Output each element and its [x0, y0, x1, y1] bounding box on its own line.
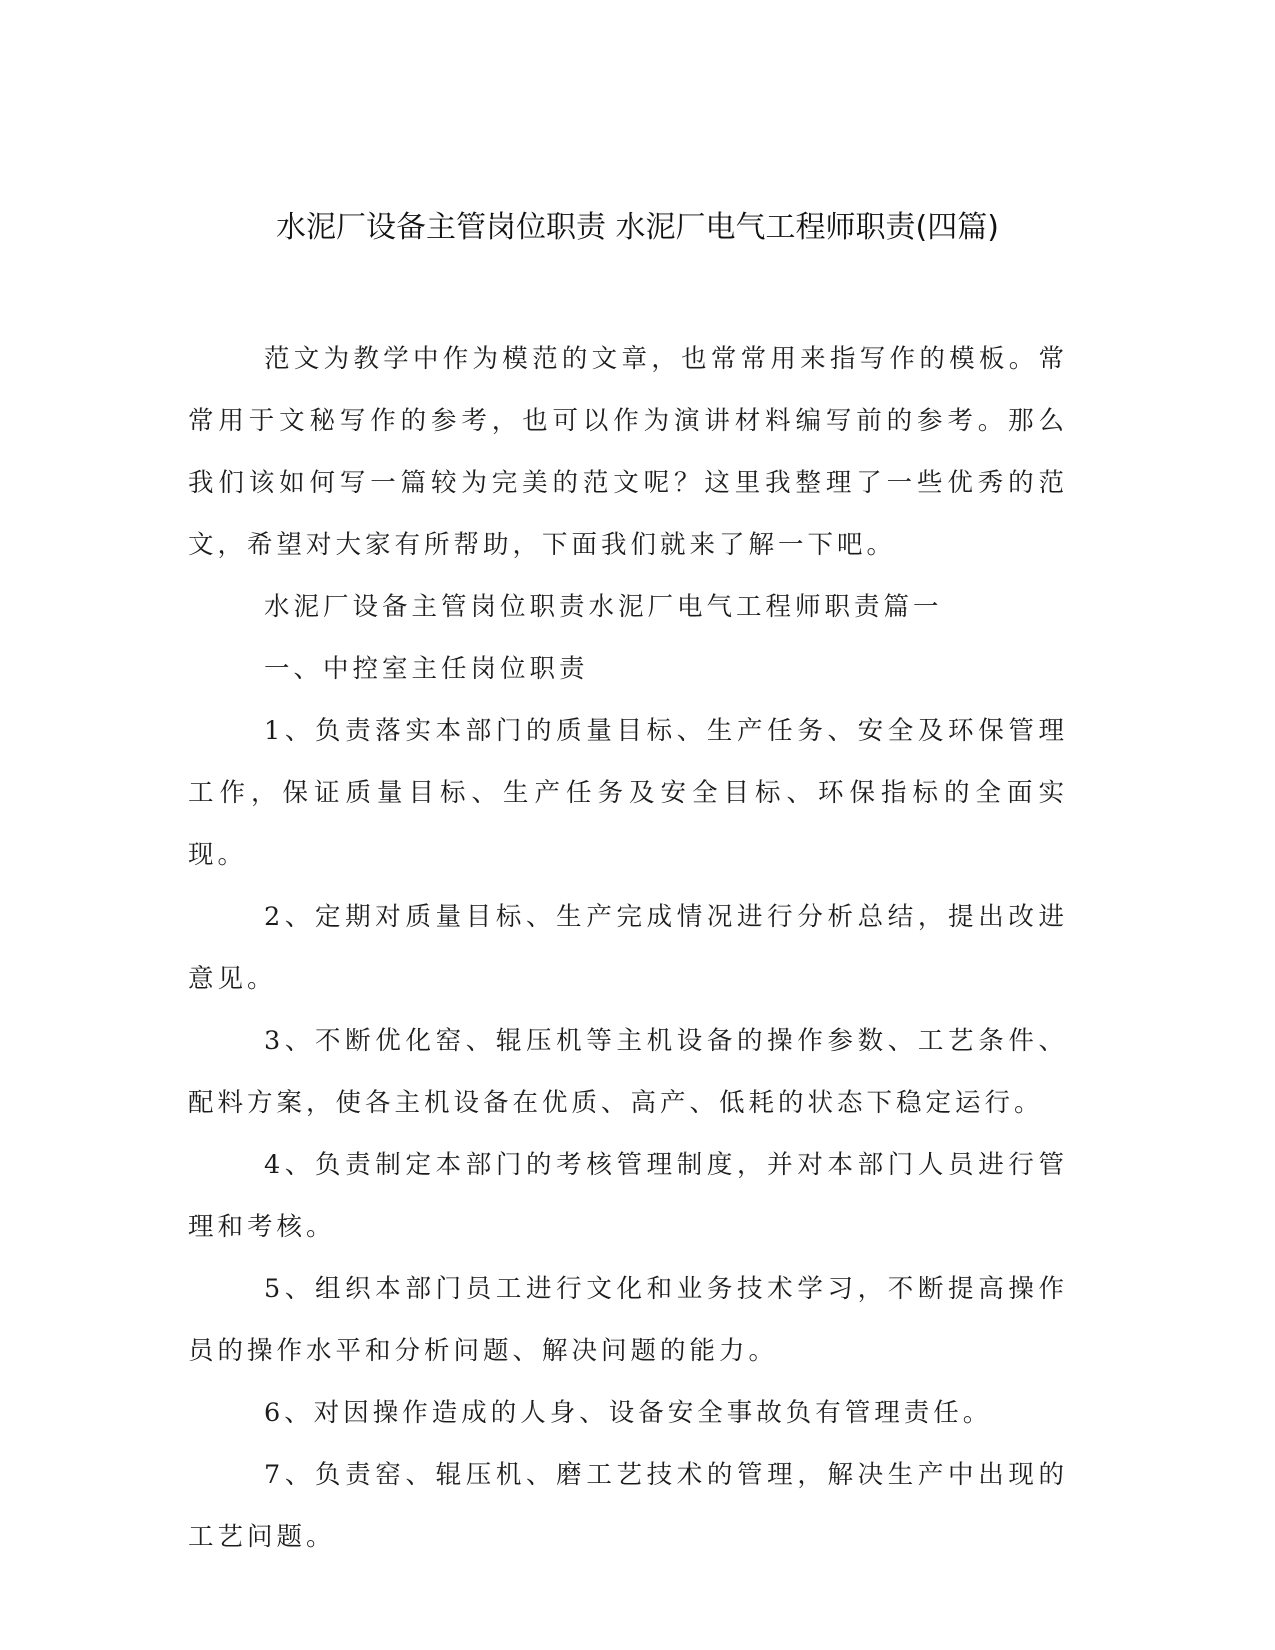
duty-item-2: 2、定期对质量目标、生产完成情况进行分析总结，提出改进意见。 — [188, 902, 1068, 994]
duty-item-5: 5、组织本部门员工进行文化和业务技术学习，不断提高操作员的操作水平和分析问题、解决问题的能力。 — [188, 1274, 1068, 1366]
section-heading-part-one: 水泥厂设备主管岗位职责水泥厂电气工程师职责篇一 — [264, 592, 943, 622]
subsection-heading-control-room-director: 一、中控室主任岗位职责 — [264, 654, 589, 684]
duty-item-6: 6、对因操作造成的人身、设备安全事故负有管理责任。 — [264, 1398, 993, 1428]
document-title: 水泥厂设备主管岗位职责 水泥厂电气工程师职责(四篇) — [276, 210, 999, 245]
duty-item-7: 7、负责窑、辊压机、磨工艺技术的管理，解决生产中出现的工艺问题。 — [188, 1460, 1068, 1552]
document-body — [188, 328, 1068, 1568]
duty-item-1: 1、负责落实本部门的质量目标、生产任务、安全及环保管理工作，保证质量目标、生产任务及安全目标、环保指标的全面实现。 — [188, 716, 1068, 870]
duty-item-3: 3、不断优化窑、辊压机等主机设备的操作参数、工艺条件、配料方案，使各主机设备在优质、高产、低耗的状态下稳定运行。 — [188, 1026, 1068, 1118]
duty-item-4: 4、负责制定本部门的考核管理制度，并对本部门人员进行管理和考核。 — [188, 1150, 1068, 1242]
intro-paragraph: 范文为教学中作为模范的文章，也常常用来指写作的模板。常常用于文秘写作的参考，也可以作为演讲材料编写前的参考。那么我们该如何写一篇较为完美的范文呢？这里我整理了一些优秀的范文，希望对大家有所帮助，下面我们就来了解一下吧。 — [188, 344, 1068, 560]
